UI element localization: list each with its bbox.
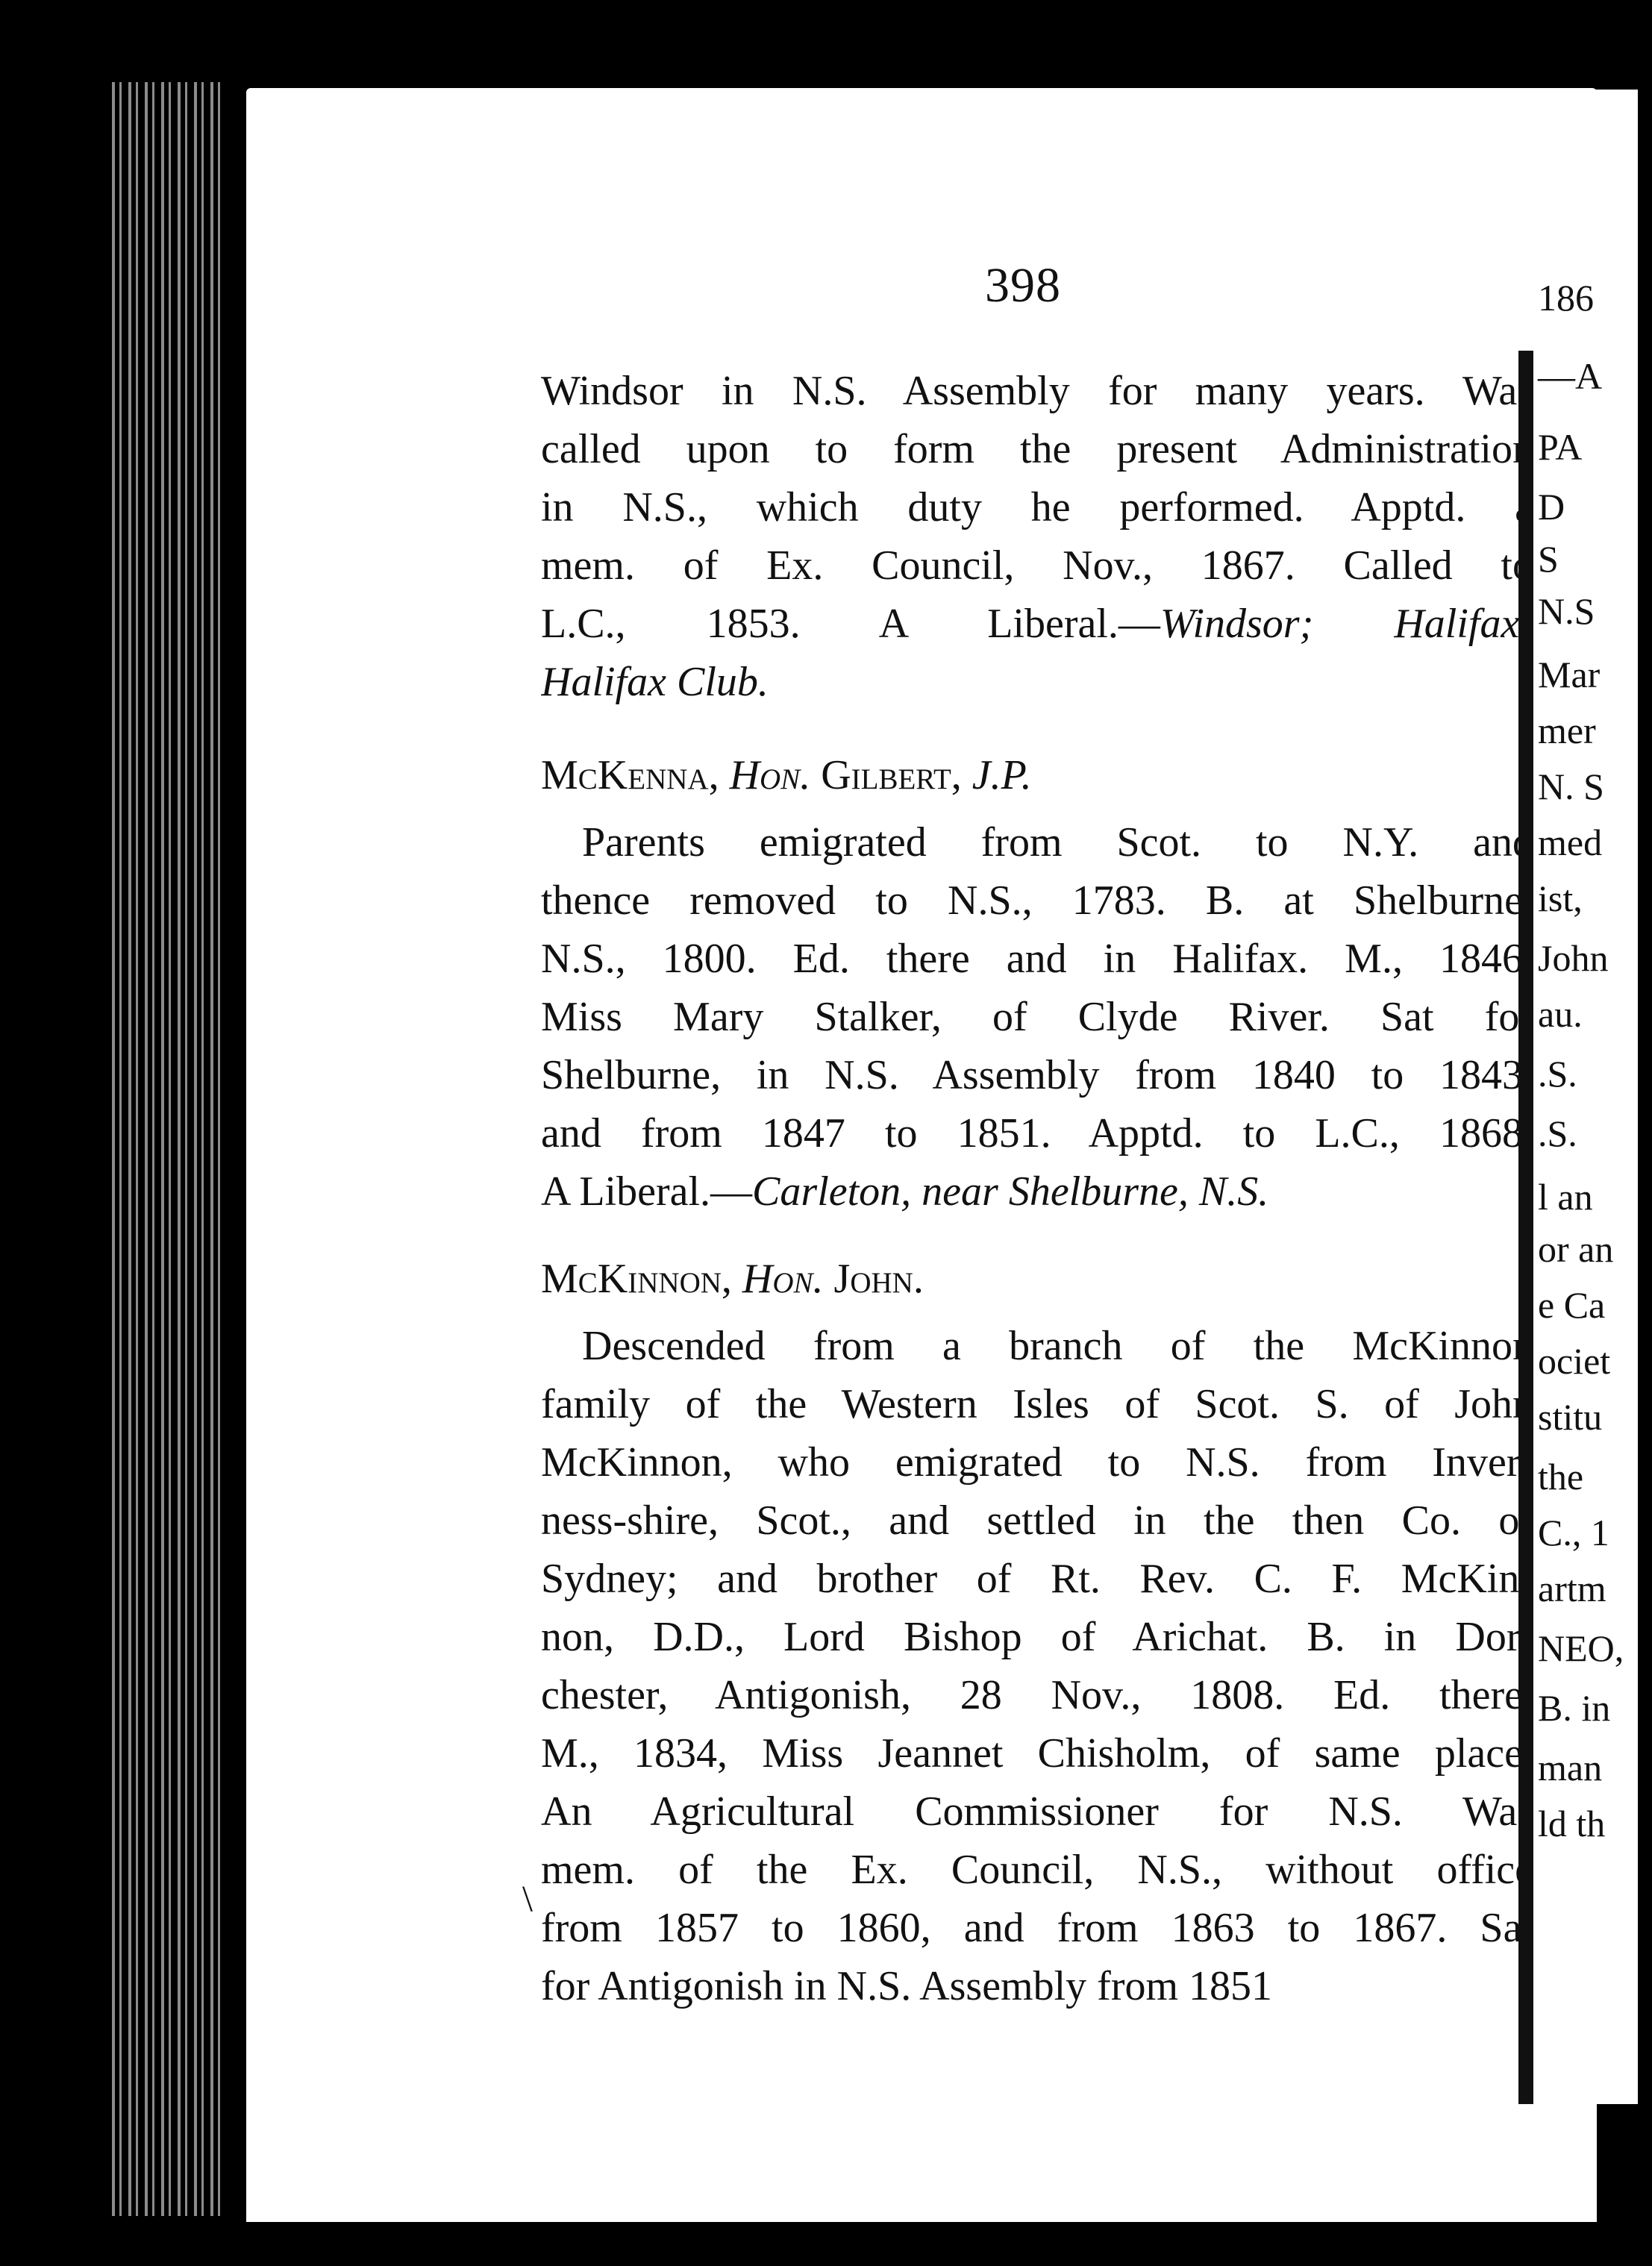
adjacent-page-fragment: artm	[1538, 1568, 1606, 1609]
text-line: An Agricultural Commissioner for N.S. Was	[541, 1788, 1533, 1835]
text-line: mem. of Ex. Council, Nov., 1867. Called to	[541, 542, 1533, 589]
entry-mckenna	[541, 813, 1533, 1221]
surname: McKenna,	[541, 752, 719, 798]
text-line: L.C., 1853. A Liberal.—Windsor; Halifax;	[541, 601, 1533, 647]
entry-heading-mckenna	[541, 746, 1533, 804]
given-name: John.	[833, 1256, 924, 1302]
adjacent-page-fragment: B. in	[1538, 1687, 1611, 1729]
text-line: A Liberal.—Carleton, near Shelburne, N.S.	[541, 1168, 1269, 1215]
entry-heading-mckinnon	[541, 1250, 1533, 1308]
adjacent-page-fragment: John	[1538, 937, 1609, 979]
adjacent-page-fragment: man	[1538, 1747, 1603, 1788]
text-line: Miss Mary Stalker, of Clyde River. Sat for	[541, 994, 1533, 1040]
entry-continuation	[541, 362, 1533, 711]
honorific: Hon.	[742, 1256, 824, 1302]
adjacent-page-fragment: NEO,	[1538, 1627, 1624, 1669]
title: J.P.	[972, 752, 1032, 798]
adjacent-page-fragment: S	[1538, 538, 1559, 580]
given-name: Gilbert,	[821, 752, 962, 798]
text-line: Shelburne, in N.S. Assembly from 1840 to 1843,	[541, 1052, 1533, 1098]
text-line: M., 1834, Miss Jeannet Chisholm, of same place.	[541, 1730, 1533, 1777]
text-line: chester, Antigonish, 28 Nov., 1808. Ed. there.	[541, 1672, 1533, 1718]
adjacent-page-fragment: C., 1	[1538, 1512, 1609, 1553]
margin-mark: \	[522, 1877, 533, 1919]
entry-mckinnon	[541, 1317, 1533, 2015]
adjacent-page-fragment: —A	[1538, 355, 1603, 397]
text-line: N.S., 1800. Ed. there and in Halifax. M., 1846,	[541, 936, 1533, 982]
text-line: from 1857 to 1860, and from 1863 to 1867. Sat	[541, 1905, 1533, 1951]
adjacent-page-fragment: ist,	[1538, 877, 1583, 919]
text-line: and from 1847 to 1851. Apptd. to L.C., 1868.	[541, 1110, 1533, 1157]
text-line: Descended from a branch of the McKinnon	[582, 1323, 1533, 1369]
adjacent-page-fragment: D	[1538, 486, 1565, 528]
adjacent-page-fragment: ociet	[1538, 1340, 1611, 1382]
adjacent-page-fragment: N.S	[1538, 590, 1595, 632]
adjacent-page-fragment: e Ca	[1538, 1284, 1606, 1326]
text-line: Sydney; and brother of Rt. Rev. C. F. McKin-	[541, 1556, 1533, 1602]
text-line: ness-shire, Scot., and settled in the then Co. of	[541, 1497, 1533, 1544]
adjacent-page-fragment: or an	[1538, 1228, 1614, 1270]
text-line: McKinnon, who emigrated to N.S. from Inver-	[541, 1439, 1533, 1486]
text-line: for Antigonish in N.S. Assembly from 1851	[541, 1963, 1273, 2009]
adjacent-page-fragment: .S.	[1538, 1053, 1577, 1095]
adjacent-page-fragment: Mar	[1538, 654, 1601, 695]
text-line: Parents emigrated from Scot. to N.Y. and	[582, 819, 1533, 866]
adjacent-page-fragment: stitu	[1538, 1396, 1603, 1438]
adjacent-page-fragment: l an	[1538, 1176, 1593, 1218]
text-line: Halifax Club.	[541, 659, 769, 705]
adjacent-page-fragment: med	[1538, 821, 1603, 863]
honorific: Hon.	[729, 752, 811, 798]
adjacent-page	[1533, 90, 1638, 2104]
adjacent-page-fragment: mer	[1538, 710, 1596, 751]
adjacent-page-fragment: .S.	[1538, 1112, 1577, 1154]
adjacent-page-fragment: N. S	[1538, 766, 1604, 807]
adjacent-page-fragment: au.	[1538, 993, 1583, 1035]
book-spine	[112, 82, 224, 2216]
text-line: Windsor in N.S. Assembly for many years. Was	[541, 368, 1533, 414]
text-line: in N.S., which duty he performed. Apptd. a	[541, 484, 1533, 530]
text-line: mem. of the Ex. Council, N.S., without office	[541, 1847, 1533, 1893]
adjacent-page-fragment: 186	[1538, 277, 1594, 319]
adjacent-page-fragment: ld th	[1538, 1803, 1606, 1844]
adjacent-page-fragment: PA	[1538, 426, 1583, 468]
text-line: thence removed to N.S., 1783. B. at Shelburne,	[541, 877, 1533, 924]
text-line: called upon to form the present Administration	[541, 426, 1533, 472]
text-line: non, D.D., Lord Bishop of Arichat. B. in Dor-	[541, 1614, 1533, 1660]
page-number: 398	[985, 258, 1061, 313]
surname: McKinnon,	[541, 1256, 732, 1302]
text-line: family of the Western Isles of Scot. S. of John	[541, 1381, 1533, 1427]
adjacent-page-fragment: the	[1538, 1456, 1584, 1497]
